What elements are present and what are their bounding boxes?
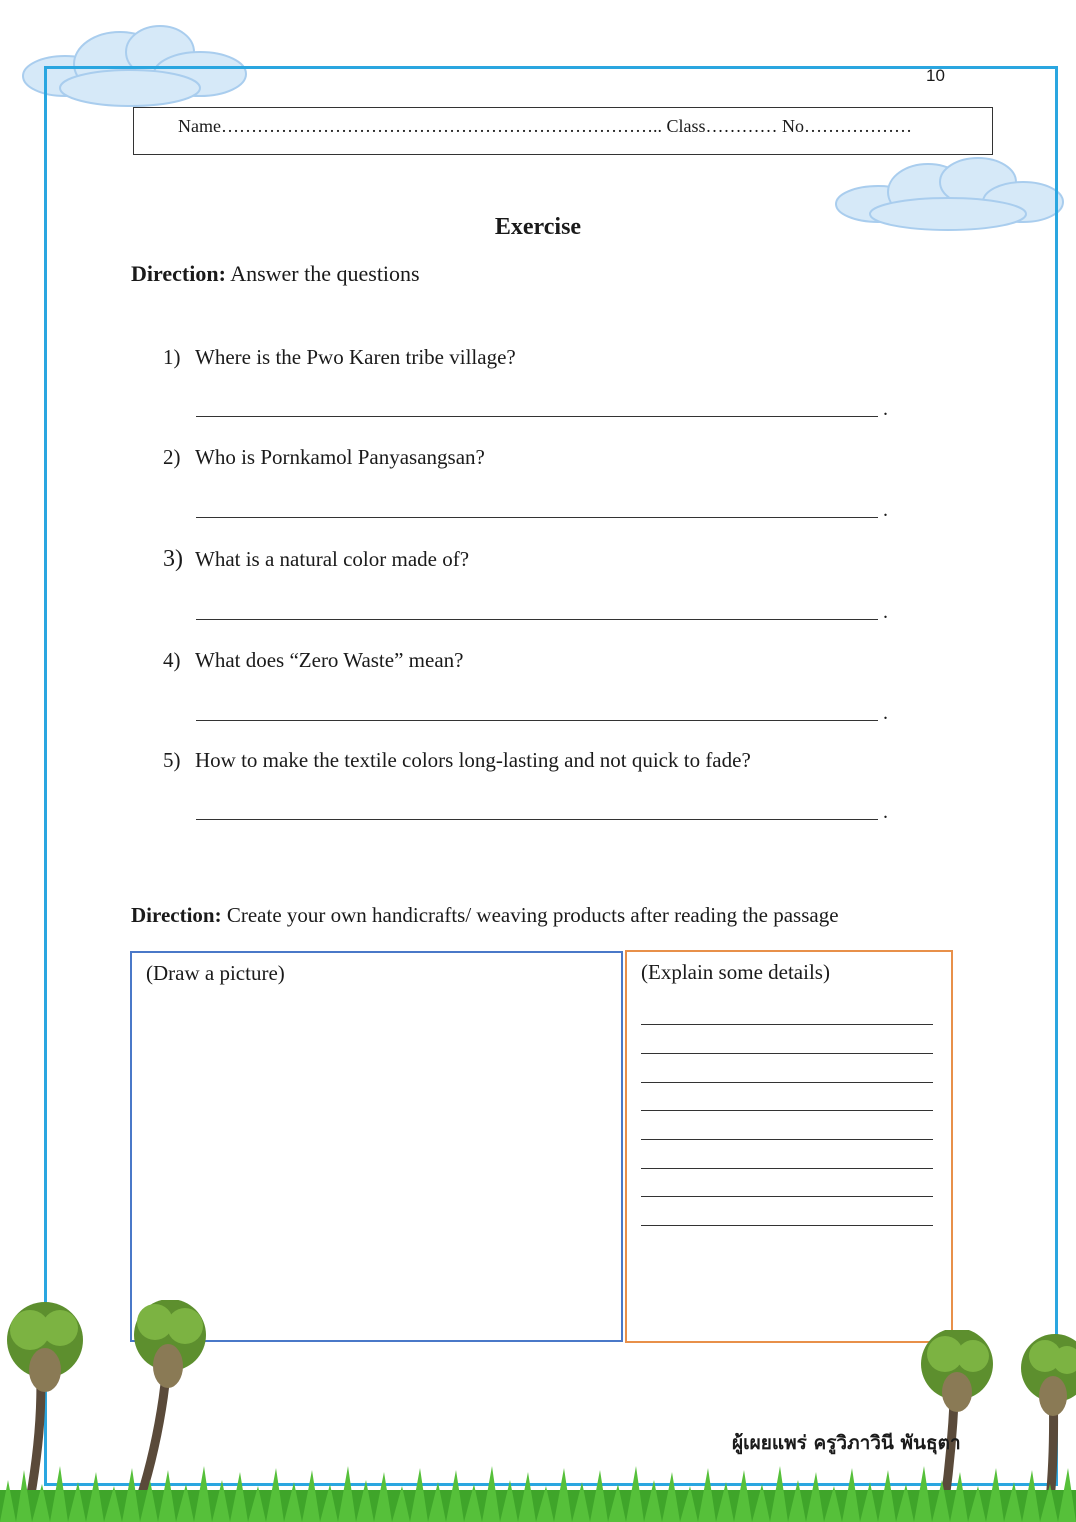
question-2-text: Who is Pornkamol Panyasangsan? — [195, 445, 485, 469]
credit-text: ผู้เผยแพร่ ครูวิภาวินี พันธุตา — [732, 1432, 961, 1454]
answer-line-3[interactable] — [196, 619, 878, 620]
direction-2-label: Direction: — [131, 903, 222, 927]
question-2-number: 2) — [163, 445, 181, 469]
explain-line[interactable] — [641, 1139, 933, 1140]
explain-line[interactable] — [641, 1196, 933, 1197]
question-4 — [163, 648, 463, 673]
answer-end-5: . — [883, 801, 888, 823]
answer-line-1[interactable] — [196, 416, 878, 417]
question-4-text: What does “Zero Waste” mean? — [195, 648, 464, 672]
answer-line-2[interactable] — [196, 517, 878, 518]
explain-details-label: (Explain some details) — [641, 960, 830, 984]
answer-line-4[interactable] — [196, 720, 878, 721]
name-class-number-field[interactable]: Name……………………………………………………………….. Class………… No……………… — [133, 107, 993, 155]
answer-end-1: . — [883, 398, 888, 420]
question-5 — [163, 748, 751, 773]
explain-line[interactable] — [641, 1053, 933, 1054]
question-3 — [163, 546, 469, 573]
answer-line-5[interactable] — [196, 819, 878, 820]
question-2 — [163, 445, 485, 470]
question-3-text: What is a natural color made of? — [195, 547, 470, 571]
answer-end-2: . — [883, 499, 888, 521]
question-1-number: 1) — [163, 345, 181, 369]
explain-details-box[interactable] — [625, 950, 953, 1343]
direction-1 — [131, 261, 420, 287]
draw-picture-box[interactable] — [130, 951, 623, 1342]
question-5-text: How to make the textile colors long-lasting and not quick to fade? — [195, 748, 751, 772]
question-5-number: 5) — [163, 748, 181, 772]
answer-end-3: . — [883, 601, 888, 623]
explain-line[interactable] — [641, 1082, 933, 1083]
direction-1-text: Answer the questions — [225, 261, 420, 286]
question-4-number: 4) — [163, 648, 181, 672]
question-1 — [163, 345, 516, 370]
direction-2-text: Create your own handicrafts/ weaving products after reading the passage — [221, 903, 839, 927]
question-1-text: Where is the Pwo Karen tribe village? — [195, 345, 516, 369]
direction-1-label: Direction: — [131, 261, 226, 286]
draw-picture-label: (Draw a picture) — [146, 961, 285, 985]
direction-2 — [131, 903, 839, 928]
answer-end-4: . — [883, 702, 888, 724]
question-3-number: 3) — [163, 546, 183, 572]
page-number: 10 — [926, 66, 945, 85]
explain-line[interactable] — [641, 1168, 933, 1169]
page-title: Exercise — [494, 214, 582, 240]
explain-line[interactable] — [641, 1024, 933, 1025]
explain-line[interactable] — [641, 1225, 933, 1226]
explain-line[interactable] — [641, 1110, 933, 1111]
